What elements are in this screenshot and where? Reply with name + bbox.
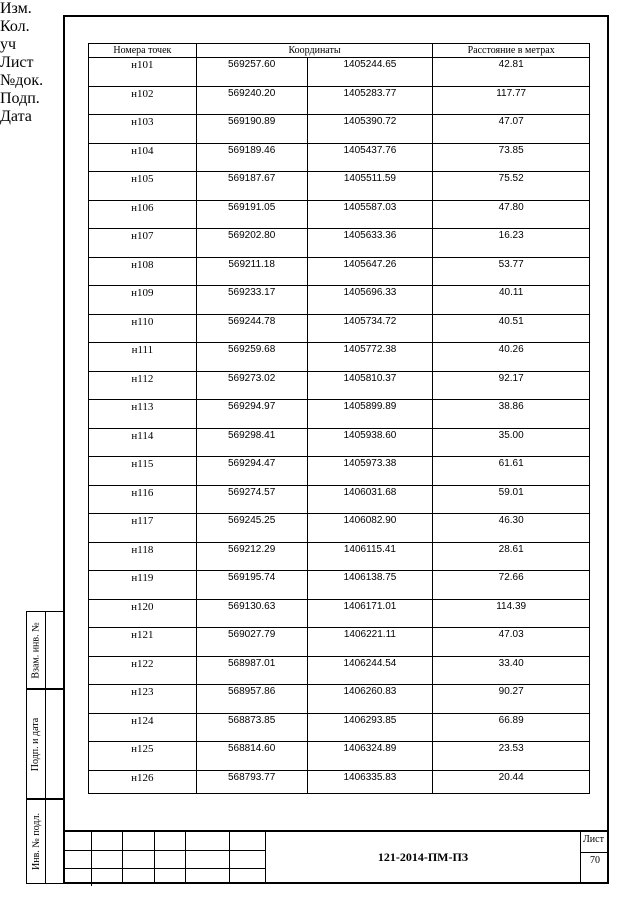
point-id-cell: н120 [89, 599, 197, 628]
point-id-cell: н103 [89, 115, 197, 144]
coord-y-cell: 1406324.89 [307, 742, 433, 771]
coord-x-cell: 568793.77 [196, 770, 307, 793]
point-id-cell: н121 [89, 628, 197, 657]
table-row [89, 599, 590, 628]
table-row [89, 514, 590, 543]
coord-y-cell: 1405938.60 [307, 428, 433, 457]
stamp-col-ndok: №док. [0, 72, 44, 89]
point-id-cell: н113 [89, 400, 197, 429]
side-label-sign-date: Подп. и дата [30, 717, 42, 771]
table-row [89, 257, 590, 286]
table-row [89, 172, 590, 201]
stamp-col-kol: Кол. уч [0, 18, 30, 53]
coord-x-cell: 569195.74 [196, 571, 307, 600]
coord-y-cell: 1405734.72 [307, 314, 433, 343]
coord-x-cell: 569187.67 [196, 172, 307, 201]
coord-x-cell: 569259.68 [196, 343, 307, 372]
distance-cell: 16.23 [433, 229, 590, 258]
table-row [89, 485, 590, 514]
coord-x-cell: 569211.18 [196, 257, 307, 286]
header-distance: Расстояние в метрах [433, 44, 590, 58]
coord-x-cell: 569202.80 [196, 229, 307, 258]
coord-x-cell: 569233.17 [196, 286, 307, 315]
distance-cell: 40.26 [433, 343, 590, 372]
stamp-col-izm: Изм. [0, 0, 32, 17]
table-row [89, 371, 590, 400]
table-row [89, 742, 590, 771]
coord-y-cell: 1405772.38 [307, 343, 433, 372]
distance-cell: 53.77 [433, 257, 590, 286]
side-block-sign-date [26, 689, 64, 799]
distance-cell: 73.85 [433, 143, 590, 172]
table-row [89, 400, 590, 429]
stamp-col-podp: Подп. [0, 90, 40, 107]
distance-cell: 90.27 [433, 685, 590, 714]
sheet-label: Лист [583, 834, 604, 845]
coord-y-cell: 1405696.33 [307, 286, 433, 315]
table-row [89, 343, 590, 372]
distance-cell: 20.44 [433, 770, 590, 793]
point-id-cell: н102 [89, 86, 197, 115]
distance-cell: 40.51 [433, 314, 590, 343]
document-number: 121-2014-ПМ-ПЗ [377, 849, 469, 864]
distance-cell: 92.17 [433, 371, 590, 400]
coord-x-cell: 569212.29 [196, 542, 307, 571]
table-row [89, 229, 590, 258]
distance-cell: 47.80 [433, 200, 590, 229]
table-row [89, 770, 590, 793]
table-row [89, 58, 590, 87]
side-block-inv-exchange [26, 611, 64, 689]
coord-x-cell: 568987.01 [196, 656, 307, 685]
point-id-cell: н122 [89, 656, 197, 685]
point-id-cell: н114 [89, 428, 197, 457]
distance-cell: 61.61 [433, 457, 590, 486]
coord-y-cell: 1406031.68 [307, 485, 433, 514]
coord-y-cell: 1406293.85 [307, 713, 433, 742]
coord-x-cell: 569245.25 [196, 514, 307, 543]
table-row [89, 314, 590, 343]
table-row [89, 457, 590, 486]
distance-cell: 35.00 [433, 428, 590, 457]
coord-x-cell: 568873.85 [196, 713, 307, 742]
coord-y-cell: 1405633.36 [307, 229, 433, 258]
table-row [89, 628, 590, 657]
coord-x-cell: 569257.60 [196, 58, 307, 87]
coord-y-cell: 1405437.76 [307, 143, 433, 172]
coord-y-cell: 1406171.01 [307, 599, 433, 628]
point-id-cell: н117 [89, 514, 197, 543]
coord-y-cell: 1405587.03 [307, 200, 433, 229]
table-row [89, 571, 590, 600]
coord-y-cell: 1405244.65 [307, 58, 433, 87]
table-row [89, 200, 590, 229]
point-id-cell: н123 [89, 685, 197, 714]
coord-x-cell: 569294.47 [196, 457, 307, 486]
table-row [89, 286, 590, 315]
table-row [89, 685, 590, 714]
point-id-cell: н105 [89, 172, 197, 201]
point-id-cell: н108 [89, 257, 197, 286]
sheet-number: 70 [590, 855, 600, 866]
coord-y-cell: 1405511.59 [307, 172, 433, 201]
point-id-cell: н104 [89, 143, 197, 172]
coord-x-cell: 569298.41 [196, 428, 307, 457]
distance-cell: 47.07 [433, 115, 590, 144]
side-label-inv-original: Инв. № подл. [30, 813, 42, 870]
table-row [89, 86, 590, 115]
coord-x-cell: 569294.97 [196, 400, 307, 429]
coord-x-cell: 569244.78 [196, 314, 307, 343]
coord-x-cell: 569130.63 [196, 599, 307, 628]
point-id-cell: н126 [89, 770, 197, 793]
stamp-col-list: Лист [0, 54, 34, 71]
coord-y-cell: 1406244.54 [307, 656, 433, 685]
coord-x-cell: 568957.86 [196, 685, 307, 714]
coord-y-cell: 1406115.41 [307, 542, 433, 571]
table-header-row [89, 44, 590, 58]
distance-cell: 23.53 [433, 742, 590, 771]
point-id-cell: н112 [89, 371, 197, 400]
coord-y-cell: 1405810.37 [307, 371, 433, 400]
table-row [89, 115, 590, 144]
point-id-cell: н111 [89, 343, 197, 372]
distance-cell: 66.89 [433, 713, 590, 742]
table-row [89, 713, 590, 742]
coord-y-cell: 1405390.72 [307, 115, 433, 144]
stamp-col-data: Дата [0, 108, 32, 125]
distance-cell: 38.86 [433, 400, 590, 429]
coord-y-cell: 1406082.90 [307, 514, 433, 543]
coord-y-cell: 1406221.11 [307, 628, 433, 657]
coord-y-cell: 1405899.89 [307, 400, 433, 429]
point-id-cell: н116 [89, 485, 197, 514]
table-row [89, 143, 590, 172]
point-id-cell: н115 [89, 457, 197, 486]
coord-x-cell: 569189.46 [196, 143, 307, 172]
side-label-inv-exchange: Взам. инв. № [30, 621, 42, 679]
point-id-cell: н119 [89, 571, 197, 600]
coord-y-cell: 1406260.83 [307, 685, 433, 714]
point-id-cell: н124 [89, 713, 197, 742]
coord-x-cell: 568814.60 [196, 742, 307, 771]
point-id-cell: н107 [89, 229, 197, 258]
point-id-cell: н101 [89, 58, 197, 87]
distance-cell: 117.77 [433, 86, 590, 115]
coord-x-cell: 569274.57 [196, 485, 307, 514]
coord-y-cell: 1405283.77 [307, 86, 433, 115]
point-id-cell: н125 [89, 742, 197, 771]
coord-x-cell: 569190.89 [196, 115, 307, 144]
point-id-cell: н106 [89, 200, 197, 229]
header-point-numbers: Номера точек [89, 44, 197, 58]
coord-y-cell: 1405973.38 [307, 457, 433, 486]
header-coordinates: Координаты [196, 44, 433, 58]
table-row [89, 428, 590, 457]
coord-y-cell: 1405647.26 [307, 257, 433, 286]
coord-x-cell: 569273.02 [196, 371, 307, 400]
coord-y-cell: 1406138.75 [307, 571, 433, 600]
distance-cell: 75.52 [433, 172, 590, 201]
distance-cell: 47.03 [433, 628, 590, 657]
point-id-cell: н110 [89, 314, 197, 343]
table-row [89, 542, 590, 571]
coord-x-cell: 569027.79 [196, 628, 307, 657]
distance-cell: 28.61 [433, 542, 590, 571]
distance-cell: 59.01 [433, 485, 590, 514]
point-id-cell: н109 [89, 286, 197, 315]
distance-cell: 40.11 [433, 286, 590, 315]
side-block-inv-original [26, 799, 64, 884]
coord-y-cell: 1406335.83 [307, 770, 433, 793]
distance-cell: 46.30 [433, 514, 590, 543]
coord-x-cell: 569240.20 [196, 86, 307, 115]
point-id-cell: н118 [89, 542, 197, 571]
distance-cell: 42.81 [433, 58, 590, 87]
distance-cell: 33.40 [433, 656, 590, 685]
table-row [89, 656, 590, 685]
distance-cell: 72.66 [433, 571, 590, 600]
coord-x-cell: 569191.05 [196, 200, 307, 229]
coordinates-table [88, 43, 590, 794]
distance-cell: 114.39 [433, 599, 590, 628]
